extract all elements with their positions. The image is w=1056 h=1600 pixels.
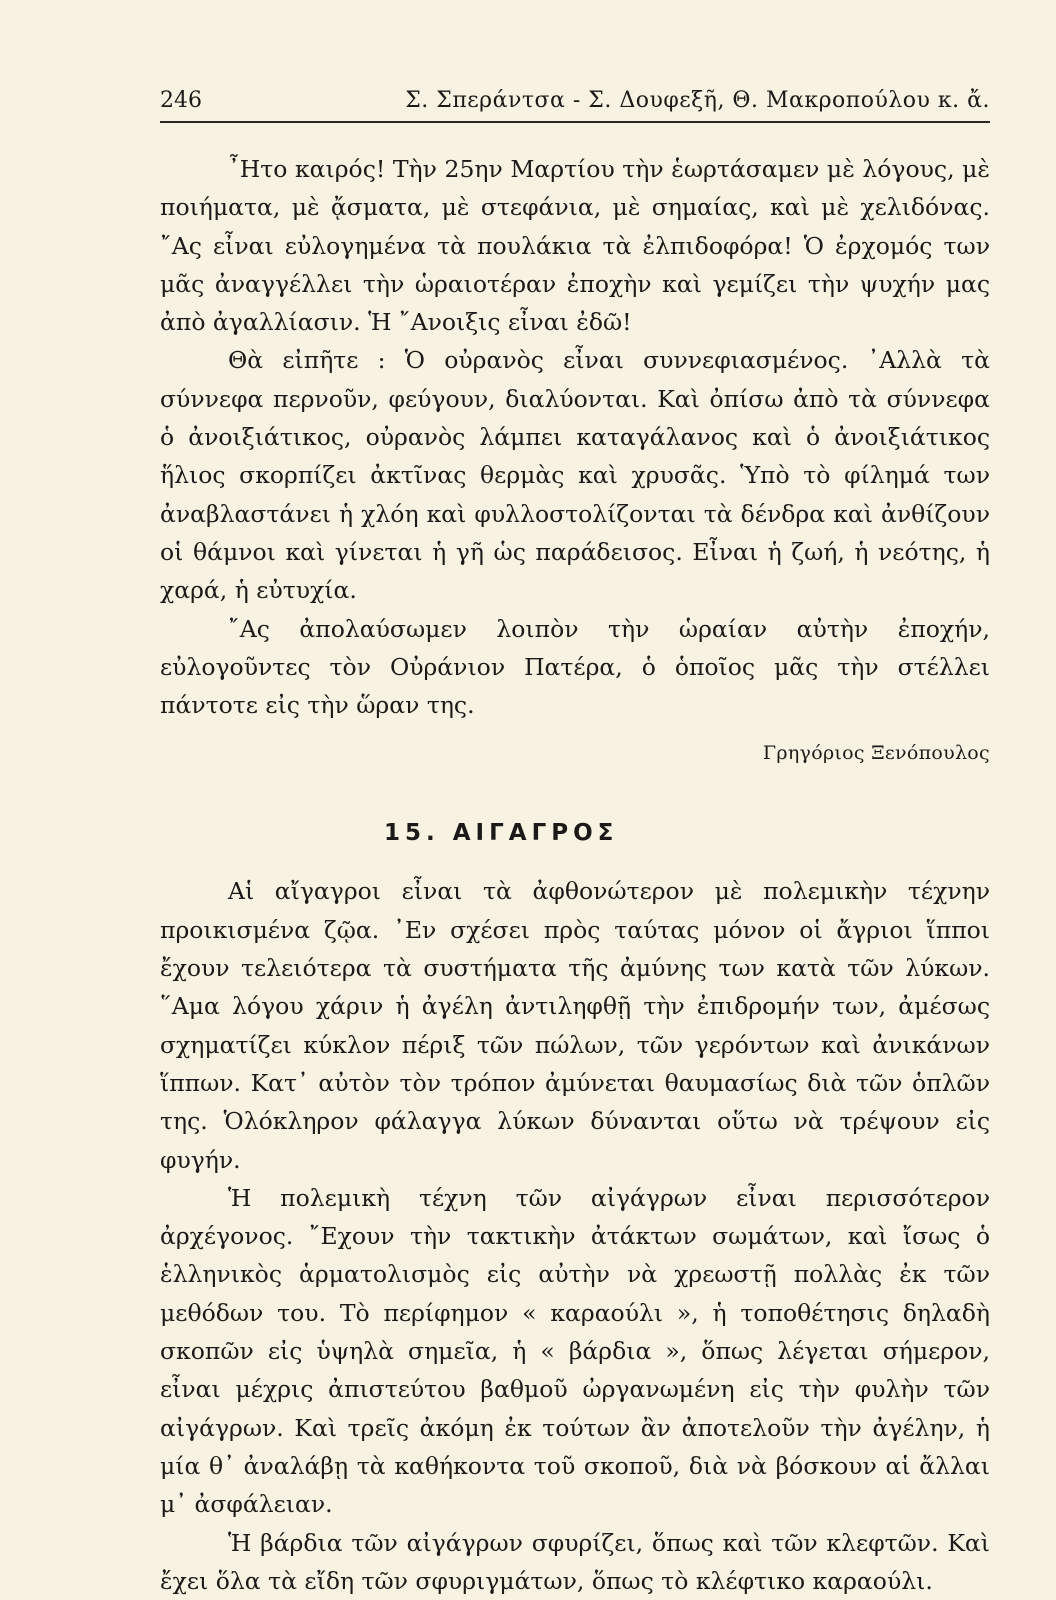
paragraph: Θὰ εἰπῆτε : Ὁ οὐρανὸς εἶναι συννεφιασμένος. ᾿Αλλὰ τὰ σύννεφα περνοῦν, φεύγουν, διαλύονται. Καὶ ὀπίσω ἀπὸ τὰ σύννεφα ὁ ἀνοιξιάτικος, οὐρανὸς λάμπει καταγάλανος καὶ ὁ ἀνοιξιάτικος ἥλιος σκορπίζει ἀκτῖνας θερμὰς καὶ χρυσᾶς. Ὑπὸ τὸ φίλημά των ἀναβλαστάνει ἡ χλόη καὶ φυλλοστολίζονται τὰ δένδρα καὶ ἀνθίζουν οἱ θάμνοι καὶ γίνεται ἡ γῆ ὡς παράδεισος. Εἶναι ἡ ζωή, ἡ νεότης, ἡ χαρά, ἡ εὐτυχία. [160,341,990,609]
body-text [160,150,990,1600]
running-title: Σ. Σπεράντσα - Σ. Δουφεξῆ, Θ. Μακροπούλου κ. ἄ. [405,88,990,113]
section-title: 15. ΑΙΓΑΓΡΟΣ [160,814,990,852]
author-signature: Γρηγόριος Ξενόπουλος [160,734,990,772]
header-rule [160,121,990,123]
paragraph: Αἱ αἴγαγροι εἶναι τὰ ἀφθονώτερον μὲ πολεμικὴν τέχνην προικισμένα ζῷα. ᾿Εν σχέσει πρὸς ταύτας μόνον οἱ ἄγριοι ἵπποι ἔχουν τελειότερα τὰ συστήματα τῆς ἀμύνης των κατὰ τῶν λύκων. ῞Αμα λόγου χάριν ἡ ἀγέλη ἀντιληφθῇ τὴν ἐπιδρομήν των, ἀμέσως σχηματίζει κύκλον πέριξ τῶν πώλων, τῶν γερόντων καὶ ἀνικάνων ἵππων. Κατ᾿ αὐτὸν τὸν τρόπον ἀμύνεται θαυμασίως διὰ τῶν ὁπλῶν της. Ὁλόκληρον φάλαγγα λύκων δύνανται οὕτω νὰ τρέψουν εἰς φυγήν. [160,872,990,1178]
paragraph: ῎Ας ἀπολαύσωμεν λοιπὸν τὴν ὡραίαν αὐτὴν ἐποχήν, εὐλογοῦντες τὸν Οὐράνιον Πατέρα, ὁ ὁποῖος μᾶς τὴν στέλλει πάντοτε εἰς τὴν ὥραν της. [160,610,990,725]
running-head [160,80,990,120]
page-number: 246 [160,88,202,113]
paragraph: Ἡ πολεμικὴ τέχνη τῶν αἰγάγρων εἶναι περισσότερον ἀρχέγονος. ῎Εχουν τὴν τακτικὴν ἀτάκτων σωμάτων, καὶ ἴσως ὁ ἑλληνικὸς ἁρματολισμὸς εἰς αὐτὴν νὰ χρεωστῇ πολλὰς ἐκ τῶν μεθόδων του. Τὸ περίφημον « καραούλι », ἡ τοποθέτησις δηλαδὴ σκοπῶν εἰς ὑψηλὰ σημεῖα, ἡ « βάρδια », ὅπως λέγεται σήμερον, εἶναι μέχρις ἀπιστεύτου βαθμοῦ ὠργανωμένη εἰς τὴν φυλὴν τῶν αἰγάγρων. Καὶ τρεῖς ἀκόμη ἐκ τούτων ἂν ἀποτελοῦν τὴν ἀγέλην, ἡ μία θ᾿ ἀναλάβῃ τὰ καθήκοντα τοῦ σκοποῦ, διὰ νὰ βόσκουν αἱ ἄλλαι μ᾿ ἀσφάλειαν. [160,1179,990,1524]
paragraph: Ἡ βάρδια τῶν αἰγάγρων σφυρίζει, ὅπως καὶ τῶν κλεφτῶν. Καὶ ἔχει ὅλα τὰ εἴδη τῶν σφυριγμάτων, ὅπως τὸ κλέφτικο καραούλι. [160,1524,990,1600]
paragraph: ῏Ητο καιρός! Τὴν 25ην Μαρτίου τὴν ἑωρτάσαμεν μὲ λόγους, μὲ ποιήματα, μὲ ᾄσματα, μὲ στεφάνια, μὲ σημαίας, καὶ μὲ χελιδόνας. ῎Ας εἶναι εὐλογημένα τὰ πουλάκια τὰ ἐλπιδοφόρα! Ὁ ἐρχομός των μᾶς ἀναγγέλλει τὴν ὡραιοτέραν ἐποχὴν καὶ γεμίζει τὴν ψυχήν μας ἀπὸ ἀγαλλίασιν. Ἡ ῎Ανοιξις εἶναι ἐδῶ! [160,150,990,341]
